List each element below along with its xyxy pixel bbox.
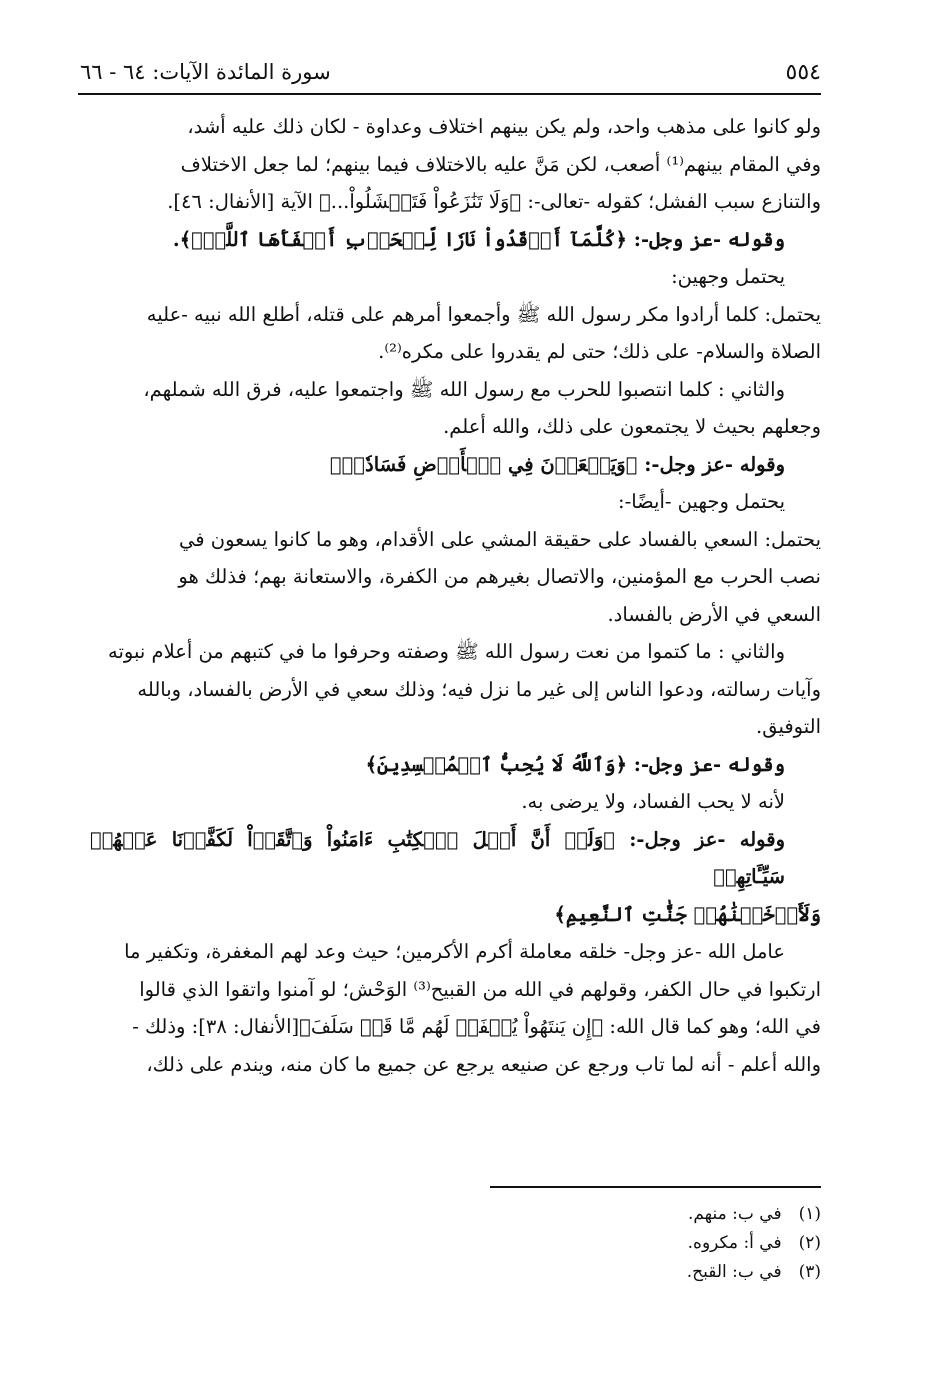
text-line: لأنه لا يحب الفساد، ولا يرضى به. xyxy=(521,790,785,813)
page-header xyxy=(80,52,821,92)
text-line: والتنازع سبب الفشل؛ كقوله -تعالى-: ﴿وَلَا تَنَٰزَعُواْ فَتَفۡشَلُواْ...﴾ الآية [الأنفال: ٤٦]. xyxy=(167,190,821,213)
footnote-text: في ب: منهم. xyxy=(687,1204,782,1224)
text-line: يحتمل: كلما أرادوا مكر رسول الله ﷺ وأجمعوا أمرهم على قتله، أطلع الله نبيه -عليه xyxy=(146,302,821,326)
footnote-number: (٣) xyxy=(798,1262,821,1282)
text-line: عامل الله -عز وجل- خلقه معاملة أكرم الأكرمين؛ حيث وعد لهم المغفرة، وتكفير ما xyxy=(124,940,785,963)
verse-line: وقوله -عز وجل-: ﴿وَٱللَّهُ لَا يُحِبُّ ٱلۡمُفۡسِدِينَ﴾ xyxy=(365,752,785,776)
text-line: السعي في الأرض بالفساد. xyxy=(607,602,821,626)
text-line: يحتمل وجهين -أيضًا-: xyxy=(618,490,785,513)
text-line: نصب الحرب مع المؤمنين، والاتصال بغيرهم من الكفرة، والاستعانة بهم؛ فذلك هو xyxy=(178,565,821,588)
footnote-number: (٢) xyxy=(798,1233,821,1253)
text-line: الصلاة والسلام- على ذلك؛ حتى لم يقدروا على مكره⁽²⁾. xyxy=(378,340,821,363)
running-title: سورة المائدة الآيات: ٦٤ - ٦٦ xyxy=(80,60,331,84)
text-line: وفي المقام بينهم⁽¹⁾ أصعب، لكن مَنَّ عليه بالاختلاف فيما بينهم؛ لما جعل الاختلاف xyxy=(180,152,821,176)
text-line: يحتمل: السعي بالفساد على حقيقة المشي على الأقدام، وهو ما كانوا يسعون في xyxy=(179,527,821,551)
footnote xyxy=(520,1258,821,1287)
verse-line: وقوله -عز وجل-: ﴿وَيَسۡعَوۡنَ فِي ٱلۡأَرۡضِ فَسَادٗاۚ﴾ xyxy=(329,452,785,476)
text-line: في الله؛ وهو كما قال الله: ﴿إِن يَنتَهُواْ يُغۡفَرۡ لَهُم مَّا قَدۡ سَلَفَ﴾[الأنفال: ٣٨]: وذلك - xyxy=(132,1015,821,1038)
footnote xyxy=(520,1200,821,1229)
footnote xyxy=(520,1229,821,1258)
footnote-rule xyxy=(490,1186,821,1188)
text-line: والله أعلم - أنه لما تاب ورجع عن صنيعه يرجع عن جميع ما كان منه، ويندم على ذلك، xyxy=(146,1052,821,1076)
text-line: والثاني : ما كتموا من نعت رسول الله ﷺ وصفته وحرفوا ما في كتبهم من أعلام نبوته xyxy=(108,640,785,663)
text-line: ولو كانوا على مذهب واحد، ولم يكن بينهم اختلاف وعداوة - لكان ذلك عليه أشد، xyxy=(187,115,821,138)
body-text xyxy=(90,108,821,1083)
verse-line: وقوله -عز وجل-: ﴿كُلَّمَآ أَوۡقَدُواْ نَارٗا لِّلۡحَرۡبِ أَطۡفَأَهَا ٱللَّهُۚ﴾. xyxy=(172,227,785,251)
footnote-text: في أ: مكروه. xyxy=(687,1233,782,1253)
text-line: يحتمل وجهين: xyxy=(671,265,785,288)
footnote-text: في ب: القبح. xyxy=(686,1262,782,1282)
verse-line: وَلَأَدۡخَلۡنَٰهُمۡ جَنَّٰتِ ٱلنَّعِيمِ﴾ xyxy=(554,902,821,926)
text-line: ارتكبوا في حال الكفر، وقولهم في الله من القبيح⁽³⁾ الوَحْش؛ لو آمنوا واتقوا الذي قالوا xyxy=(139,977,821,1001)
footnote-number: (١) xyxy=(798,1204,821,1224)
text-line: التوفيق. xyxy=(756,715,821,738)
text-line: وجعلهم بحيث لا يجتمعون على ذلك، والله أعلم. xyxy=(443,415,821,438)
footnotes xyxy=(520,1200,821,1287)
header-rule xyxy=(78,93,821,95)
verse-line: وقوله -عز وجل-: ﴿وَلَوۡ أَنَّ أَهۡلَ ٱلۡكِتَٰبِ ءَامَنُواْ وَٱتَّقَوۡاْ لَكَفَّرۡنَا عَنۡهُمۡ سَيِّـَٔاتِهِمۡ xyxy=(90,827,785,888)
text-line: وآيات رسالته، ودعوا الناس إلى غير ما نزل فيه؛ وذلك سعي في الأرض بالفساد، وبالله xyxy=(137,677,821,701)
page-number: ٥٥٤ xyxy=(785,60,821,85)
text-line: والثاني : كلما انتصبوا للحرب مع رسول الله ﷺ واجتمعوا عليه، فرق الله شملهم، xyxy=(143,377,785,401)
